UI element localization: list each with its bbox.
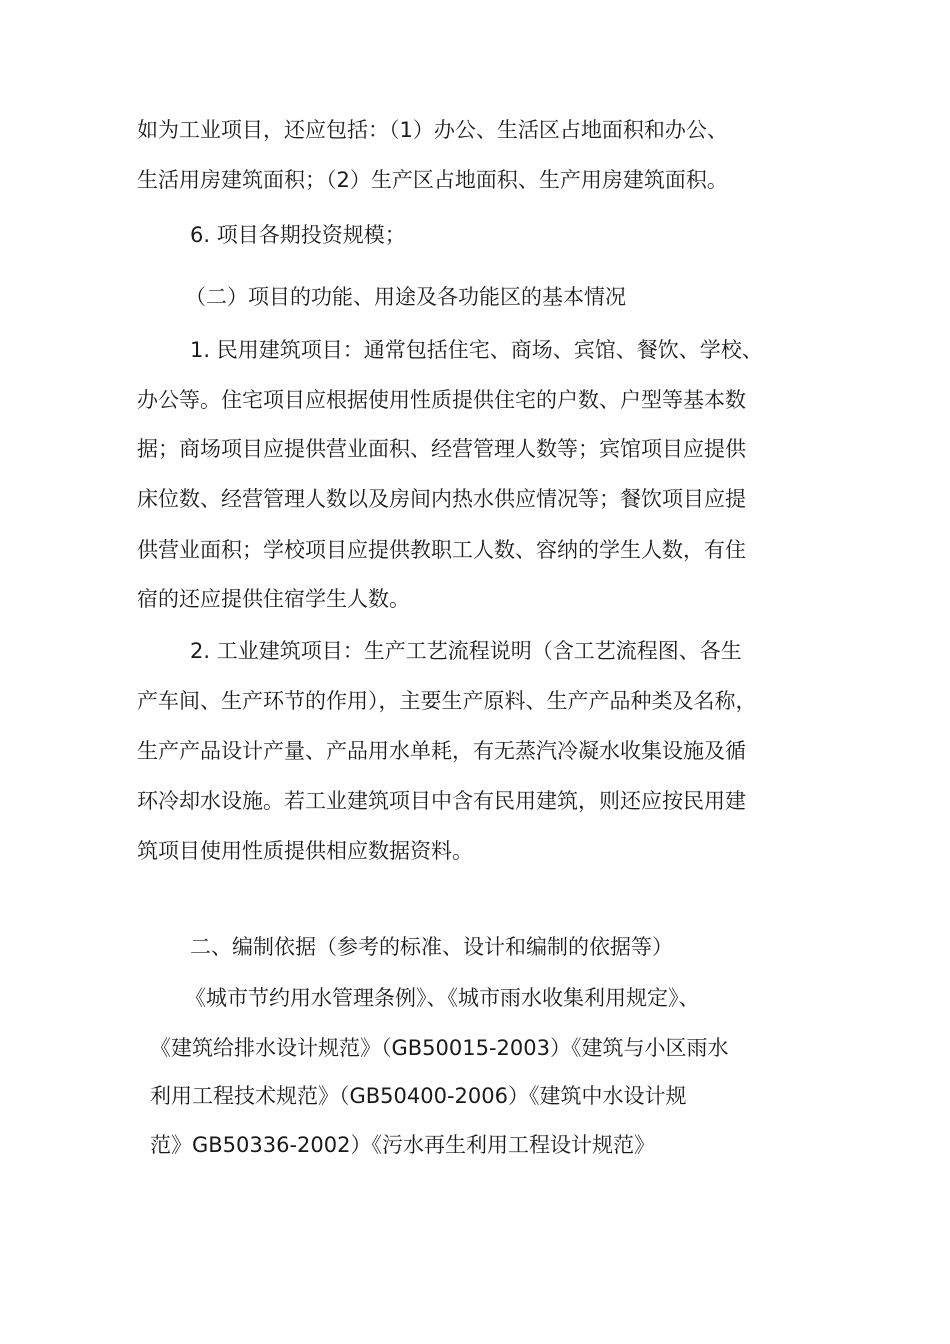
paragraph-line: 生活用房建筑面积；（2）生产区占地面积、生产用房建筑面积。 (137, 168, 728, 192)
list-item-1: 1. 民用建筑项目：通常包括住宅、商场、宾馆、餐饮、学校、 (190, 338, 763, 362)
paragraph-line: 如为工业项目，还应包括：（1）办公、生活区占地面积和办公、 (137, 118, 728, 142)
paragraph-line: 环冷却水设施。若工业建筑项目中含有民用建筑，则还应按民用建 (137, 789, 746, 813)
paragraph-line: 宿的还应提供住宿学生人数。 (137, 587, 410, 611)
paragraph-line: 产车间、生产环节的作用），主要生产原料、生产产品种类及名称， (137, 689, 757, 713)
paragraph-line: 生产产品设计产量、产品用水单耗，有无蒸汽冷凝水收集设施及循 (137, 739, 746, 763)
reference-line: 《城市节约用水管理条例》、《城市雨水收集利用规定》、 (185, 986, 700, 1010)
paragraph-line: 据；商场项目应提供营业面积、经营管理人数等；宾馆项目应提供 (137, 437, 746, 461)
section-heading-basis: 二、编制依据（参考的标准、设计和编制的依据等） (190, 935, 673, 959)
list-item-6: 6. 项目各期投资规模； (190, 223, 406, 247)
reference-line: 范》GB50336-2002）《污水再生利用工程设计规范》 (150, 1133, 656, 1157)
paragraph-line: 床位数、经营管理人数以及房间内热水供应情况等；餐饮项目应提 (137, 487, 746, 511)
paragraph-line: 供营业面积；学校项目应提供教职工人数、容纳的学生人数，有住 (137, 538, 746, 562)
section-heading-2: （二）项目的功能、用途及各功能区的基本情况 (185, 285, 626, 309)
list-item-2: 2. 工业建筑项目：生产工艺流程说明（含工艺流程图、各生 (190, 639, 742, 663)
reference-line: 《建筑给排水设计规范》（GB50015-2003）《建筑与小区雨水 (150, 1036, 729, 1060)
reference-line: 利用工程技术规范》（GB50400-2006）《建筑中水设计规 (150, 1084, 687, 1108)
paragraph-line: 筑项目使用性质提供相应数据资料。 (137, 839, 473, 863)
paragraph-line: 办公等。住宅项目应根据使用性质提供住宅的户数、户型等基本数 (137, 388, 746, 412)
